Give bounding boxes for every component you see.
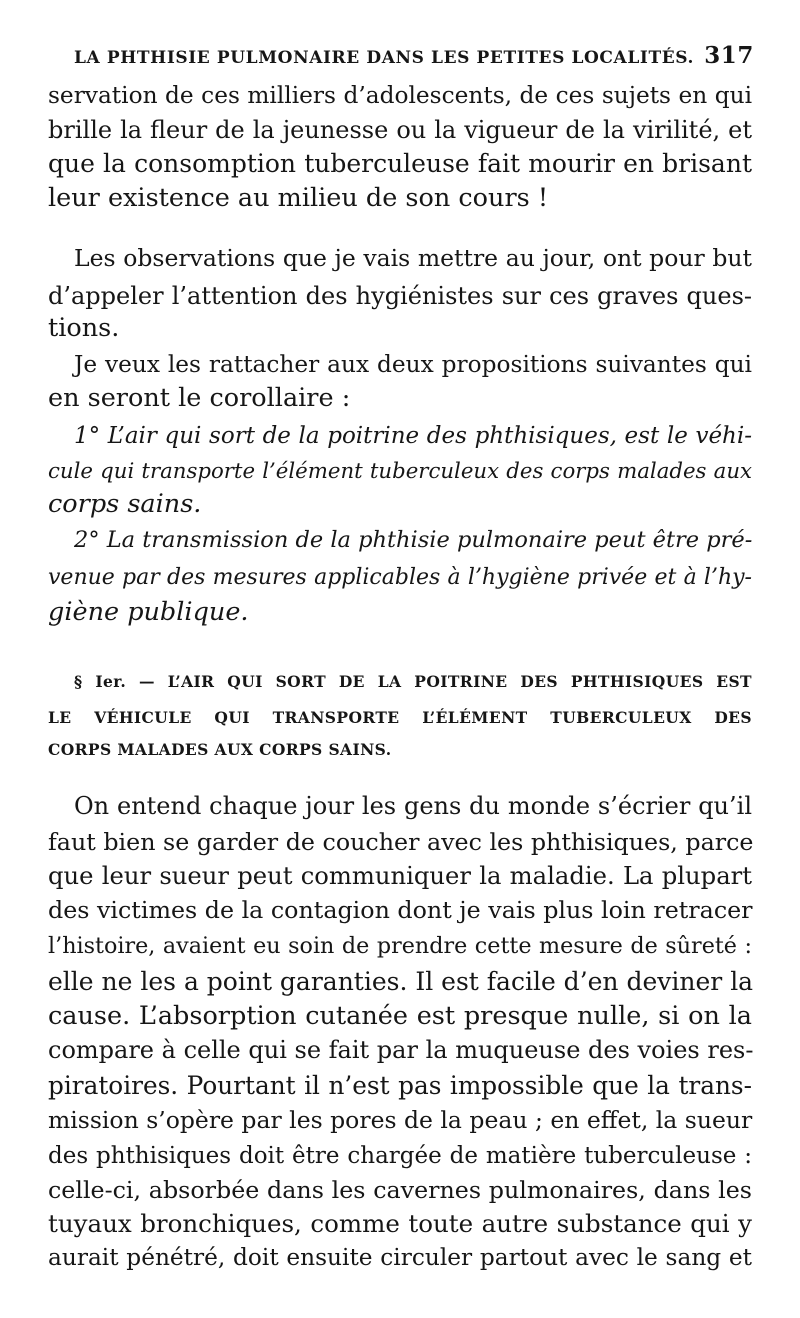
section-heading-line: § Ier. — L’AIR QUI SORT DE LA POITRINE DES PHTHISIQUES EST [74, 672, 752, 691]
text-line: tions. [48, 313, 120, 343]
page-number: 317 [704, 42, 754, 69]
proposition-line: 2° La transmission de la phthisie pulmonaire peut être pré- [74, 527, 753, 553]
text-line: que la consomption tuberculeuse fait mourir en brisant [48, 149, 752, 178]
text-line: que leur sueur peut communiquer la maladie. La plupart [48, 861, 752, 890]
running-title: LA PHTHISIE PULMONAIRE DANS LES PETITES LOCALITÉS. [74, 48, 695, 68]
text-line: l’histoire, avaient eu soin de prendre cette mesure de sûreté : [48, 933, 752, 959]
text-line: leur existence au milieu de son cours ! [48, 183, 549, 213]
text-line: faut bien se garder de coucher avec les phthisiques, parce [48, 828, 754, 856]
text-line: celle-ci, absorbée dans les cavernes pulmonaires, dans les [48, 1176, 752, 1204]
proposition-line: cule qui transporte l’élément tuberculeux des corps malades aux [48, 459, 752, 484]
section-heading-line: LE VÉHICULE QUI TRANSPORTE L’ÉLÉMENT TUBERCULEUX DES [48, 708, 752, 727]
text-line: servation de ces milliers d’adolescents, de ces sujets en qui [48, 82, 752, 109]
text-line: des phthisiques doit être chargée de matière tuberculeuse : [48, 1143, 752, 1169]
text-line: On entend chaque jour les gens du monde s’écrier qu’il [74, 792, 752, 820]
text-line: Les observations que je vais mettre au jour, ont pour but [74, 244, 752, 272]
proposition-line: giène publique. [48, 597, 249, 627]
text-line: Je veux les rattacher aux deux propositions suivantes qui [74, 351, 752, 378]
text-line: d’appeler l’attention des hygiénistes sur ces graves ques- [48, 282, 752, 310]
section-heading-line: CORPS MALADES AUX CORPS SAINS. [48, 740, 392, 759]
text-line: piratoires. Pourtant il n’est pas impossible que la trans- [48, 1071, 752, 1100]
text-line: elle ne les a point garanties. Il est facile d’en deviner la [48, 967, 754, 996]
text-line: mission s’opère par les pores de la peau ; en effet, la sueur [48, 1106, 753, 1134]
text-line: brille la fleur de la jeunesse ou la vigueur de la virilité, et [48, 116, 752, 144]
text-line: des victimes de la contagion dont je vais plus loin retracer [48, 896, 753, 924]
running-header [74, 36, 754, 76]
proposition-line: corps sains. [48, 489, 202, 519]
proposition-line: venue par des mesures applicables à l’hygiène privée et à l’hy- [48, 565, 752, 590]
proposition-line: 1° L’air qui sort de la poitrine des phthisiques, est le véhi- [74, 423, 752, 449]
text-line: compare à celle qui se fait par la muqueuse des voies res- [48, 1036, 754, 1064]
text-line: cause. L’absorption cutanée est presque nulle, si on la [48, 1001, 752, 1031]
text-line: en seront le corollaire : [48, 383, 351, 413]
text-line: tuyaux bronchiques, comme toute autre substance qui y [48, 1209, 752, 1238]
text-line: aurait pénétré, doit ensuite circuler partout avec le sang et [48, 1244, 752, 1271]
